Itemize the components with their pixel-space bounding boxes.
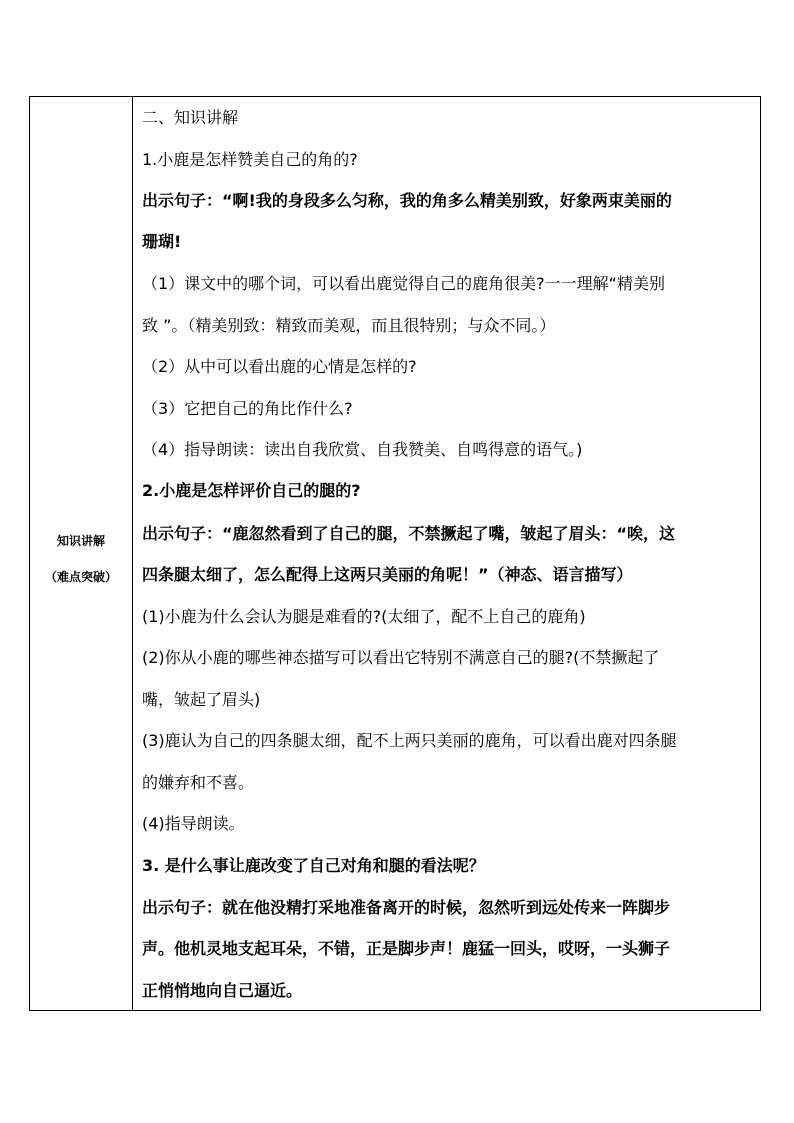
text-line: 正悄悄地向自己逼近。 — [142, 981, 303, 1000]
text-line: (3)鹿认为自己的四条腿太细，配不上两只美丽的鹿角，可以看出鹿对四条腿 — [142, 731, 677, 750]
text-line: （2）从中可以看出鹿的心情是怎样的? — [142, 357, 417, 376]
text-line: 3. 是什么事让鹿改变了自己对角和腿的看法呢？ — [142, 856, 485, 875]
text-line: 珊瑚! — [142, 232, 182, 251]
text-line: (4)指导朗读。 — [142, 814, 245, 833]
text-line: （4）指导朗读：读出自我欣赏、自我赞美、自鸣得意的语气。) — [142, 440, 583, 459]
text-line: 四条腿太细了，怎么配得上这两只美丽的角呢！”（神态、语言描写） — [142, 565, 633, 584]
text-line: 出示句子：“鹿忽然看到了自己的腿，不禁撅起了嘴，皱起了眉头：“唉，这 — [142, 524, 676, 543]
text-line: 2.小鹿是怎样评价自己的腿的? — [142, 481, 361, 500]
lesson-table — [29, 96, 761, 1011]
text-line: 二、知识讲解 — [142, 108, 239, 127]
text-line: 嘴，皱起了眉头) — [142, 690, 261, 709]
text-line: 出示句子：就在他没精打采地准备离开的时候，忽然听到远处传来一阵脚步 — [142, 898, 671, 917]
section-label-cell — [30, 97, 133, 1010]
text-line: (1)小鹿为什么会认为腿是难看的?(太细了，配不上自己的鹿角) — [142, 607, 586, 626]
content-cell — [133, 97, 760, 1010]
section-title: 知识讲解 — [56, 534, 105, 548]
text-line: 1.小鹿是怎样赞美自己的角的? — [142, 150, 358, 169]
text-line: （1）课文中的哪个词，可以看出鹿觉得自己的鹿角很美?一一理解“精美别 — [142, 274, 665, 293]
text-line: 的嫌弃和不喜。 — [142, 773, 255, 792]
text-line: 致 ”。（精美别致：精致而美观，而且很特别；与众不同。） — [142, 316, 556, 335]
section-subtitle: （难点突破） — [44, 570, 117, 584]
text-line: （3）它把自己的角比作什么? — [142, 399, 353, 418]
text-line: 声。他机灵地支起耳朵，不错，正是脚步声！鹿猛一回头，哎呀，一头狮子 — [142, 939, 671, 958]
text-line: 出示句子：“啊!我的身段多么匀称，我的角多么精美别致，好象两束美丽的 — [142, 191, 672, 210]
text-line: (2)你从小鹿的哪些神态描写可以看出它特别不满意自己的腿?(不禁撅起了 — [142, 648, 660, 667]
